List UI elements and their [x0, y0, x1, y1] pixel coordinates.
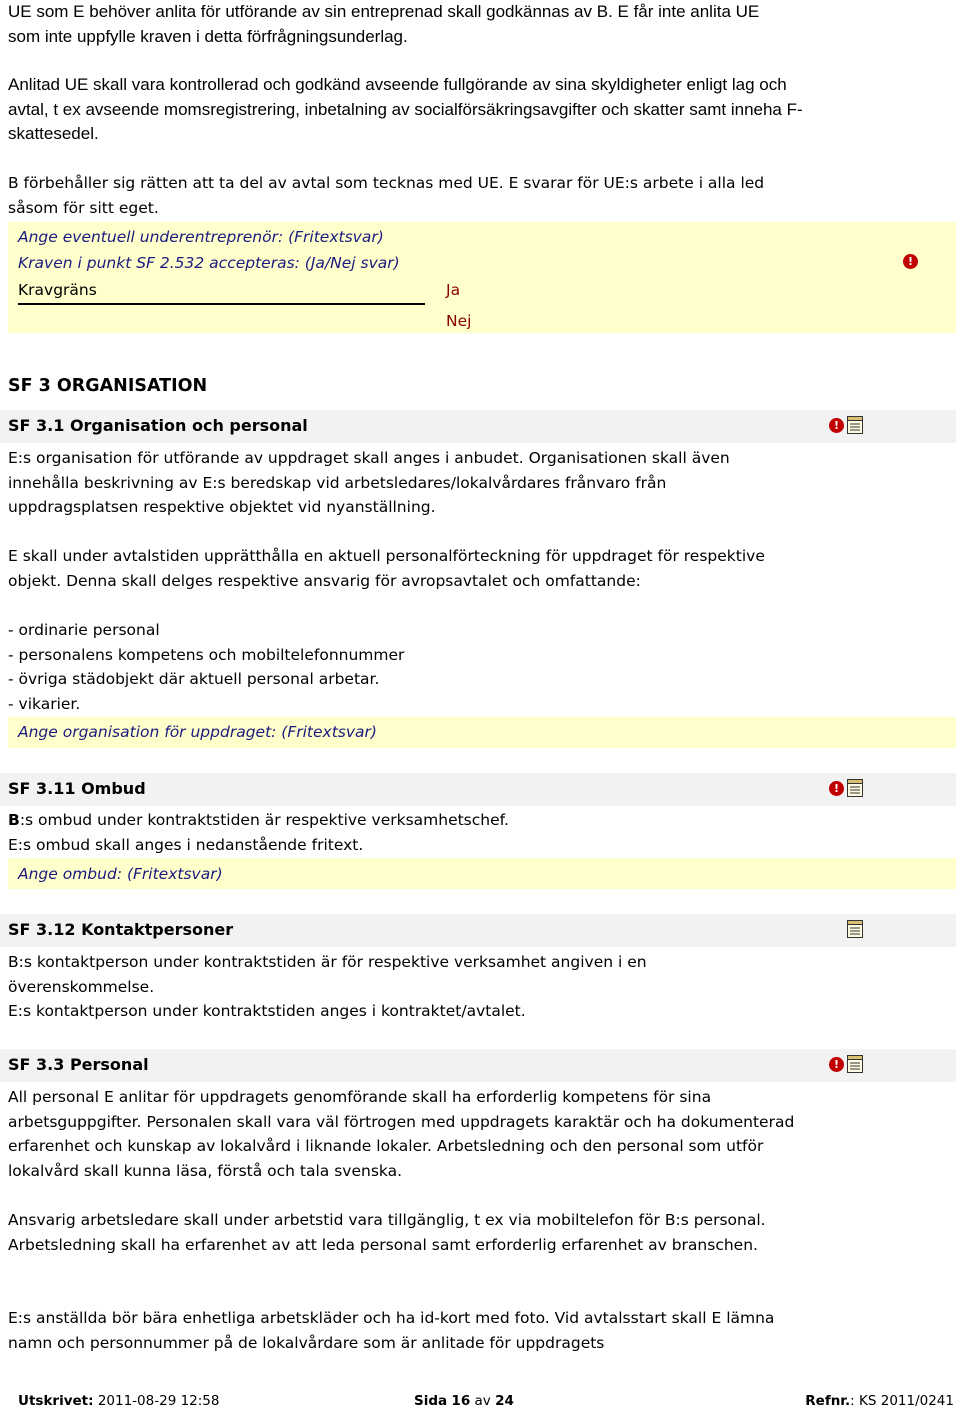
footer-ref: Refnr.: KS 2011/0241 — [805, 1393, 954, 1409]
intro-paragraph-2: Anlitad UE skall vara kontrollerad och godkänd avseende fullgörande av sina skyldigheter enligt lag och avtal, t ex avseende momsregistrering, inbetalning av socialförsäkringsavgifter och skatter samt inneha F-skattesedel. — [8, 75, 803, 143]
intro-paragraph-1: UE som E behöver anlita för utförande av sin entreprenad skall godkännas av B. E får inte anlita UE som inte uppfylle kraven i detta förfrågningsunderlag. — [8, 2, 760, 46]
document-icon[interactable] — [847, 1055, 863, 1073]
option-ja[interactable]: Ja — [446, 281, 461, 299]
list-item: - ordinarie personal — [8, 621, 160, 639]
sf311-paragraph-1: B:s ombud under kontraktstiden är respektive verksamhetschef. — [8, 811, 509, 829]
sf311-paragraph-2: E:s ombud skall anges i nedanstående fritext. — [8, 836, 364, 854]
sf31-paragraph-1: E:s organisation för utförande av uppdraget skall anges i anbudet. Organisationen skall även innehålla beskrivning av E:s beredskap vid arbetsledares/lokalvårdares frånvaro från uppdragsplatsen respektive objektet vid nyanställning. — [8, 449, 730, 516]
sf33-header — [0, 1049, 956, 1082]
kravgrans-label: Kravgräns — [18, 281, 97, 299]
sf31-question[interactable]: Ange organisation för uppdraget: (Fritextsvar) — [18, 723, 377, 741]
sf31-list — [8, 618, 952, 716]
sf33-paragraph-1: All personal E anlitar för uppdragets genomförande skall ha erforderlig kompetens för sina arbetsguppgifter. Personalen skall vara väl förtrogen med uppdragets karaktär och ha dokumenterad erfarenhet och kunskap av lokalvård i liknande lokaler. Arbetsledning och den personal som utför lokalvård skall kunna läsa, förstå och tala svenska. — [8, 1088, 795, 1180]
sf311-header — [0, 773, 956, 806]
document-icon[interactable] — [847, 779, 863, 797]
footer-printed: Utskrivet: 2011-08-29 12:58 — [18, 1393, 220, 1409]
ue-question-subcontractor[interactable]: Ange eventuell underentreprenör: (Fritextsvar) — [18, 228, 384, 246]
sf31-header — [0, 410, 956, 443]
section-title: SF 3 ORGANISATION — [8, 376, 208, 396]
sf31-icons — [829, 416, 863, 436]
sf31-title: SF 3.1 Organisation och personal — [8, 416, 308, 435]
sf312-icons — [847, 920, 863, 940]
sf311-question[interactable]: Ange ombud: (Fritextsvar) — [18, 865, 223, 883]
warning-icon: ! — [903, 254, 918, 269]
sf312-paragraph-2: E:s kontaktperson under kontraktstiden anges i kontraktet/avtalet. — [8, 1002, 526, 1020]
option-nej[interactable]: Nej — [446, 312, 472, 330]
sf33-title: SF 3.3 Personal — [8, 1055, 149, 1074]
list-item: - övriga städobjekt där aktuell personal arbetar. — [8, 670, 380, 688]
list-item: - personalens kompetens och mobiltelefonnummer — [8, 645, 405, 664]
sf31-paragraph-2: E skall under avtalstiden upprätthålla en aktuell personalförteckning för uppdraget för respektive objekt. Denna skall delges respektive ansvarig för avropsavtalet och omfattande: — [8, 547, 765, 590]
sf311-title: SF 3.11 Ombud — [8, 779, 146, 798]
sf312-header — [0, 914, 956, 947]
sf33-paragraph-3: E:s anställda bör bära enhetliga arbetskläder och ha id-kort med foto. Vid avtalsstart skall E lämna namn och personnummer på de lokalvårdare som är anlitade för uppdragets — [8, 1309, 775, 1352]
sf33-icons — [829, 1055, 863, 1075]
sf33-paragraph-2: Ansvarig arbetsledare skall under arbetstid vara tillgänglig, t ex via mobiltelefon för B:s personal. Arbetsledning skall ha erfarenhet av att leda personal samt erforderlig erfarenhet av branschen. — [8, 1211, 766, 1254]
warning-icon: ! — [829, 781, 844, 796]
document-icon[interactable] — [847, 416, 863, 434]
kravgrans-line — [18, 303, 425, 305]
footer-page: Sida 16 av 24 — [414, 1393, 514, 1409]
list-item: - vikarier. — [8, 694, 81, 713]
sf311-icons — [829, 779, 863, 799]
ue-question-requirements[interactable]: Kraven i punkt SF 2.532 accepteras: (Ja/Nej svar) — [18, 254, 400, 272]
warning-icon: ! — [829, 1057, 844, 1072]
ue-warning-icon-wrap — [903, 252, 918, 272]
warning-icon: ! — [829, 418, 844, 433]
sf312-paragraph-1: B:s kontaktperson under kontraktstiden är för respektive verksamhet angiven i en överenskommelse. — [8, 953, 647, 996]
intro-paragraph-3: B förbehåller sig rätten att ta del av avtal som tecknas med UE. E svarar för UE:s arbete i alla led såsom för sitt eget. — [8, 174, 765, 217]
document-icon[interactable] — [847, 920, 863, 938]
sf312-title: SF 3.12 Kontaktpersoner — [8, 920, 234, 939]
